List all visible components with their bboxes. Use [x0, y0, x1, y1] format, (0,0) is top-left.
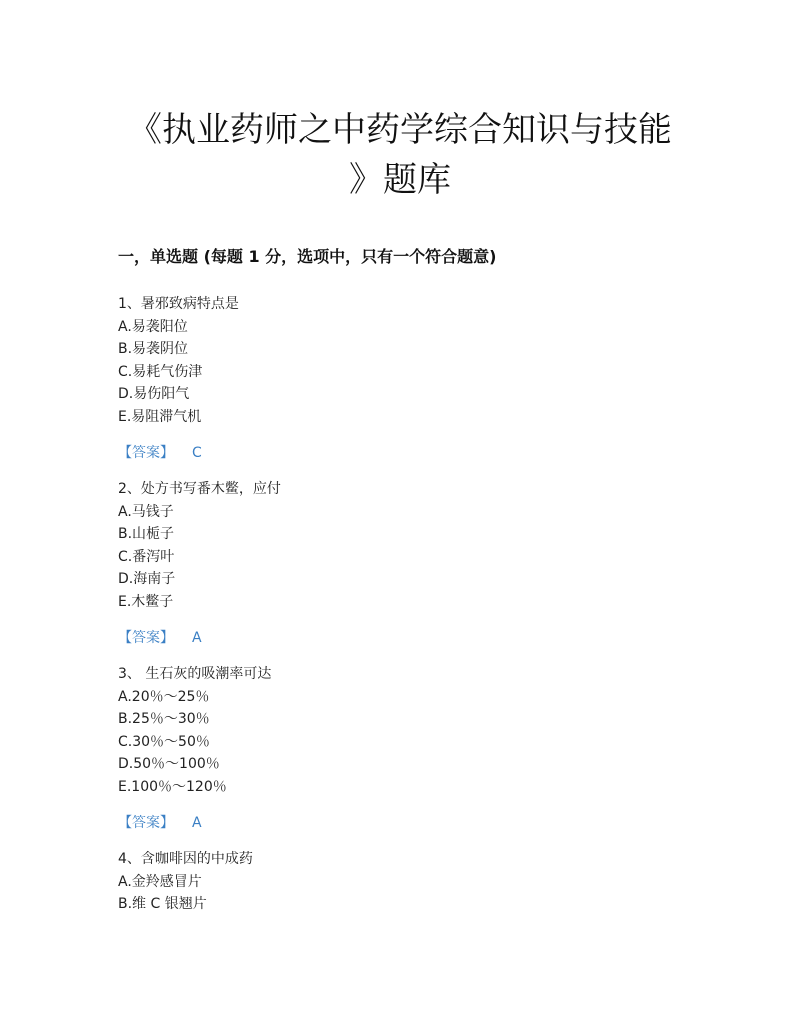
option-c: C.番泻叶	[118, 548, 175, 565]
question-stem: 3、 生石灰的吸潮率可达	[118, 666, 272, 682]
document-title-line-1: 《执业药师之中药学综合知识与技能	[128, 110, 672, 150]
question-2	[118, 478, 718, 649]
answer-line	[118, 812, 718, 834]
answer-line	[118, 627, 718, 649]
answer-label: 【答案】	[118, 445, 174, 461]
answer-value: A	[192, 630, 202, 646]
answer-label: 【答案】	[118, 815, 174, 831]
answer-value: C	[192, 445, 202, 461]
question-3	[118, 663, 718, 834]
answer-line	[118, 442, 718, 464]
answer-value: A	[192, 815, 202, 831]
option-e: E.木鳖子	[118, 593, 174, 610]
question-4	[118, 848, 718, 916]
option-a: A.易袭阳位	[118, 318, 188, 335]
option-b: B.维 C 银翘片	[118, 896, 207, 912]
option-b: B.山栀子	[118, 526, 175, 542]
option-b: B.易袭阴位	[118, 341, 189, 357]
section-header: 一，单选题 (每题 1 分，选项中，只有一个符合题意)	[118, 247, 497, 266]
answer-label: 【答案】	[118, 630, 174, 646]
document-title-line-2: 》题库	[349, 160, 451, 200]
option-d: D.50％～100％	[118, 756, 220, 772]
option-a: A.20％～25％	[118, 688, 210, 705]
question-stem: 2、处方书写番木鳖，应付	[118, 481, 281, 497]
option-c: C.30％～50％	[118, 733, 210, 750]
option-e: E.易阻滞气机	[118, 408, 202, 425]
option-d: D.海南子	[118, 571, 176, 587]
question-stem: 4、含咖啡因的中成药	[118, 851, 253, 867]
option-e: E.100％～120％	[118, 778, 227, 795]
question-stem: 1、暑邪致病特点是	[118, 296, 239, 312]
option-a: A.金羚感冒片	[118, 873, 202, 890]
option-d: D.易伤阳气	[118, 386, 190, 402]
option-c: C.易耗气伤津	[118, 363, 203, 380]
option-b: B.25％～30％	[118, 711, 210, 727]
option-a: A.马钱子	[118, 503, 174, 520]
question-1	[118, 293, 718, 464]
